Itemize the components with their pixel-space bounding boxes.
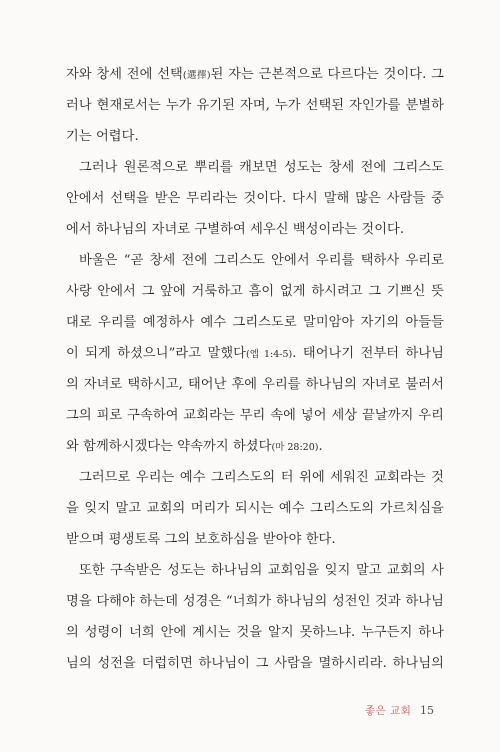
text-segment: 명을 다해야 하는데 성경은 “너희가 하나님의 성전인 것과 하나님 xyxy=(66,594,444,609)
annotation: (엡 1:4-5) xyxy=(246,349,293,360)
text-line xyxy=(66,307,444,338)
paragraph xyxy=(66,555,444,679)
text-line xyxy=(66,648,444,679)
text-segment: 또한 구속받은 성도는 하나님의 교회임을 잊지 말고 교회의 사 xyxy=(79,563,444,578)
text-line xyxy=(66,462,444,493)
paragraph xyxy=(66,152,444,245)
annotation: (마 28:20) xyxy=(271,442,319,453)
page-footer xyxy=(0,701,500,721)
running-title: 좋은 교회 xyxy=(365,705,412,717)
text-segment: 의 성령이 너희 안에 계시는 것을 알지 못하느냐. 누구든지 하나 xyxy=(66,625,444,640)
text-line xyxy=(66,276,444,307)
text-line xyxy=(66,59,444,90)
text-line xyxy=(66,338,444,369)
text-line xyxy=(66,431,444,462)
text-segment: . 태어나기 전부터 하나님 xyxy=(292,346,444,361)
text-segment: 그러나 원론적으로 뿌리를 캐보면 성도는 창세 전에 그리스도 xyxy=(79,160,444,175)
text-segment: 이 되게 하셨으니”라고 말했다 xyxy=(66,346,246,361)
text-segment: . xyxy=(318,439,323,454)
text-segment: 받으며 평생토록 그의 보호하심을 받아야 한다. xyxy=(66,532,336,547)
text-line xyxy=(66,214,444,245)
text-line xyxy=(66,617,444,648)
text-segment: 에서 하나님의 자녀로 구별하여 세우신 백성이라는 것이다. xyxy=(66,222,405,237)
text-line xyxy=(66,400,444,431)
text-segment: 의 자녀로 택하시고, 태어난 후에 우리를 하나님의 자녀로 불러서 xyxy=(66,377,444,392)
text-segment: 님의 성전을 더럽히면 하나님이 그 사람을 멸하시리라. 하나님의 xyxy=(66,656,444,671)
text-segment: 그의 피로 구속하여 교회라는 무리 속에 넣어 세상 끝날까지 우리 xyxy=(66,408,444,423)
text-segment: 자와 창세 전에 선택 xyxy=(66,67,183,82)
text-segment: 대로 우리를 예정하사 예수 그리스도로 말미암아 자기의 아들들 xyxy=(66,315,444,330)
text-line xyxy=(66,245,444,276)
text-line xyxy=(66,493,444,524)
text-segment: 을 잊지 말고 교회의 머리가 되시는 예수 그리스도의 가르치심을 xyxy=(66,501,444,516)
page-number: 15 xyxy=(420,704,434,717)
body-text xyxy=(66,59,444,679)
paragraph xyxy=(66,245,444,462)
text-segment: 그러므로 우리는 예수 그리스도의 터 위에 세워진 교회라는 것 xyxy=(79,470,444,485)
paragraph xyxy=(66,462,444,555)
text-segment: 된 자는 근본적으로 다르다는 것이다. 그 xyxy=(210,67,444,82)
text-line xyxy=(66,152,444,183)
text-segment: 사랑 안에서 그 앞에 거룩하고 흠이 없게 하시려고 그 기쁘신 뜻 xyxy=(66,284,444,299)
text-segment: 러나 현재로서는 누가 유기된 자며, 누가 선택된 자인가를 분별하 xyxy=(66,98,444,113)
text-segment: 기는 어렵다. xyxy=(66,129,139,144)
text-line xyxy=(66,121,444,152)
annotation: (選擇) xyxy=(182,70,211,81)
text-line xyxy=(66,586,444,617)
text-line xyxy=(66,524,444,555)
text-segment: 바울은 “곧 창세 전에 그리스도 안에서 우리를 택하사 우리로 xyxy=(79,253,444,268)
text-segment: 안에서 선택을 받은 무리라는 것이다. 다시 말해 많은 사람들 중 xyxy=(66,191,444,206)
paragraph xyxy=(66,59,444,152)
text-segment: 와 함께하시겠다는 약속까지 하셨다 xyxy=(66,439,272,454)
text-line xyxy=(66,369,444,400)
text-line xyxy=(66,90,444,121)
text-line xyxy=(66,183,444,214)
text-line xyxy=(66,555,444,586)
